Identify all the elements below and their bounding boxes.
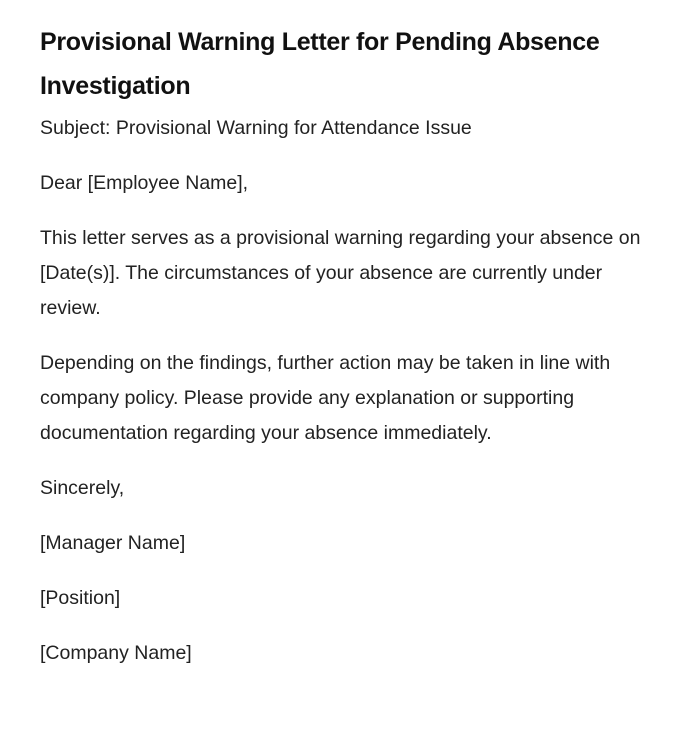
body-paragraph-2: Depending on the findings, further action may be taken in line with company policy. Please provide any explanation or supporting documentation regarding your absence immediately. bbox=[40, 352, 611, 444]
position: [Position] bbox=[40, 587, 121, 609]
closing: Sincerely, bbox=[40, 477, 125, 499]
company-name: [Company Name] bbox=[40, 642, 192, 664]
salutation: Dear [Employee Name], bbox=[40, 172, 249, 194]
body-paragraph-1: This letter serves as a provisional warning regarding your absence on [Date(s)]. The circumstances of your absence are currently under review. bbox=[40, 227, 641, 319]
subject-line: Subject: Provisional Warning for Attendance Issue bbox=[40, 117, 472, 139]
manager-name: [Manager Name] bbox=[40, 532, 186, 554]
letter-title: Provisional Warning Letter for Pending Absence Investigation bbox=[40, 28, 600, 100]
